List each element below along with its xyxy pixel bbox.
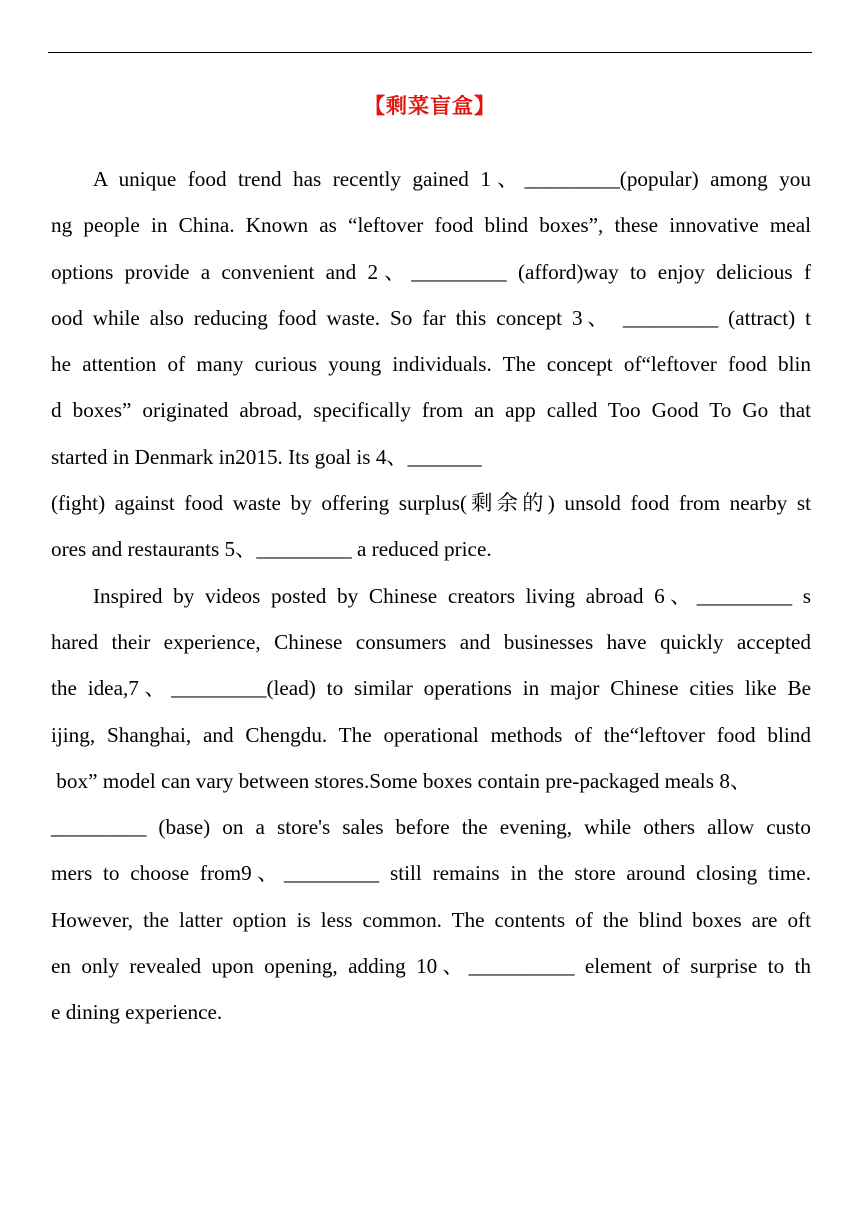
passage-line: en only revealed upon opening, adding 10、__________ element of surprise to th [51,954,811,979]
passage-line: the idea,7、_________(lead) to similar operations in major Chinese cities like Be [51,676,811,701]
passage-line: (fight) against food waste by offering surplus(剩余的) unsold food from nearby st [51,491,811,516]
passage-line: hared their experience, Chinese consumers and businesses have quickly accepted [51,629,811,654]
top-divider [48,52,812,53]
passage [51,166,811,1046]
passage-line: e dining experience. [51,1000,223,1025]
passage-line: ores and restaurants 5、_________ a reduced price. [51,537,492,562]
passage-line: ijing, Shanghai, and Chengdu. The operational methods of the“leftover food blind [51,722,811,747]
passage-line: options provide a convenient and 2、_________ (afford)way to enjoy delicious f [51,259,811,284]
passage-line: ood while also reducing food waste. So far this concept 3、 _________ (attract) t [51,305,811,330]
passage-line: he attention of many curious young individuals. The concept of“leftover food blin [51,352,811,377]
passage-line: started in Denmark in2015. Its goal is 4、_______ [51,444,482,469]
passage-line: ng people in China. Known as “leftover food blind boxes”, these innovative meal [51,213,811,238]
passage-line: _________ (base) on a store's sales before the evening, while others allow custo [51,815,811,840]
passage-line: Inspired by videos posted by Chinese creators living abroad 6、_________ s [93,583,811,608]
page-title: 【剩菜盲盒】 [364,94,496,118]
passage-line: mers to choose from9、_________ still remains in the store around closing time. [51,861,811,886]
passage-line: A unique food trend has recently gained 1、_________(popular) among you [93,167,811,191]
passage-line: However, the latter option is less common. The contents of the blind boxes are oft [51,907,811,932]
passage-line: box” model can vary between stores.Some boxes contain pre-packaged meals 8、 [51,768,752,793]
passage-line: d boxes” originated abroad, specifically from an app called Too Good To Go that [51,398,811,423]
